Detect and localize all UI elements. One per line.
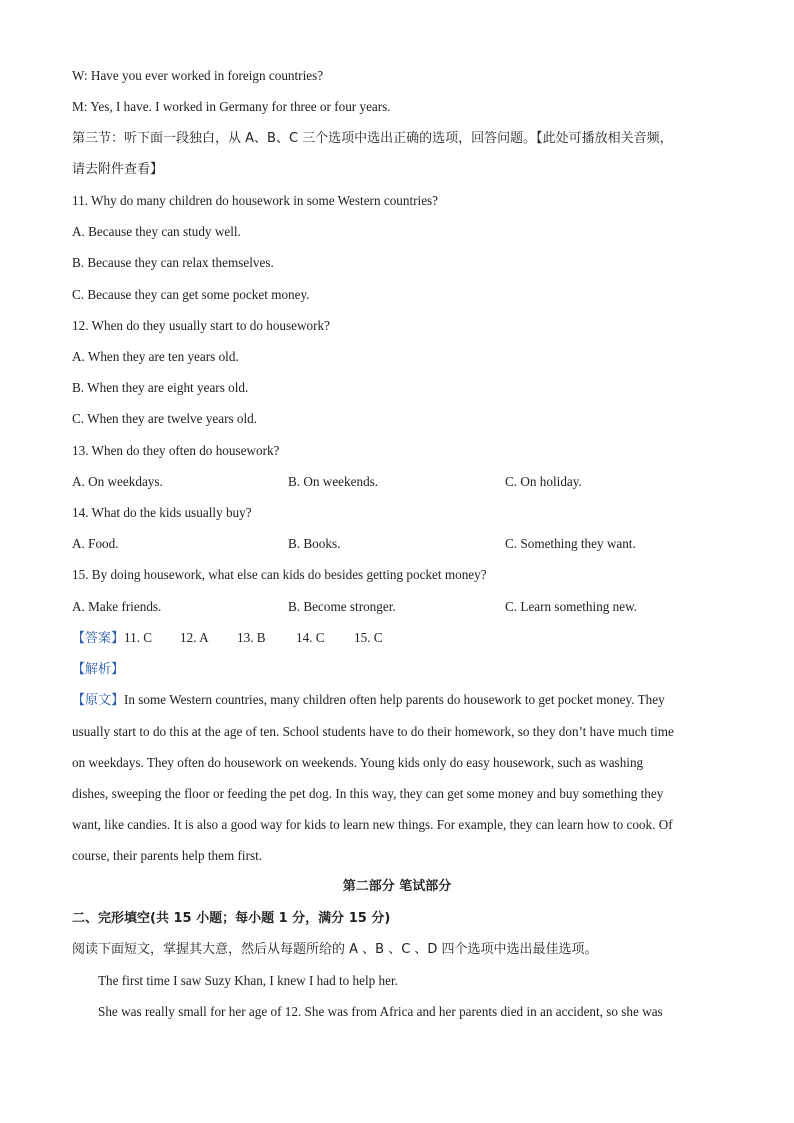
- q11-option-a: A. Because they can study well.: [72, 224, 241, 239]
- q15-option-b: B. Become stronger.: [288, 599, 396, 614]
- cloze-instruction: 阅读下面短文，掌握其大意，然后从每题所给的 A 、B 、C 、D 四个选项中选出最佳选项。: [72, 942, 598, 957]
- q12-option-a: A. When they are ten years old.: [72, 349, 239, 364]
- question-15: 15. By doing housework, what else can kids do besides getting pocket money?: [72, 567, 487, 582]
- answer-14: 14. C: [296, 630, 325, 645]
- q12-option-c: C. When they are twelve years old.: [72, 411, 258, 426]
- cloze-paragraph-1: The first time I saw Suzy Khan, I knew I had to help her.: [98, 973, 398, 988]
- q15-option-a: A. Make friends.: [72, 599, 162, 614]
- answer-11: 11. C: [124, 630, 153, 645]
- q11-option-c: C. Because they can get some pocket money.: [72, 287, 310, 302]
- original-line-6: course, their parents help them first.: [72, 848, 263, 863]
- analysis-label: 【解析】: [72, 662, 125, 677]
- original-line-4: dishes, sweeping the floor or feeding the pet dog. In this way, they can get some money and buy something they: [72, 786, 664, 801]
- q14-option-b: B. Books.: [288, 536, 341, 551]
- q11-option-b: B. Because they can relax themselves.: [72, 255, 274, 270]
- q13-option-b: B. On weekends.: [288, 474, 379, 489]
- q14-option-a: A. Food.: [72, 536, 119, 551]
- dialogue-line-m: M: Yes, I have. I worked in Germany for three or four years.: [72, 99, 391, 114]
- original-label: 【原文】: [72, 693, 125, 708]
- cloze-title: 二、完形填空(共 15 小题；每小题 1 分，满分 15 分): [72, 911, 391, 926]
- answer-15: 15. C: [354, 630, 383, 645]
- analysis-line: [72, 660, 124, 679]
- original-line-3: on weekdays. They often do housework on weekends. Young kids only do easy housework, such as washing: [72, 755, 644, 770]
- original-line-5: want, like candies. It is also a good way for kids to learn new things. For example, they can learn how to cook. Of: [72, 817, 673, 832]
- answer-13: 13. B: [237, 630, 266, 645]
- part2-title: 第二部分 笔试部分: [342, 879, 452, 894]
- question-11: 11. Why do many children do housework in some Western countries?: [72, 193, 439, 208]
- answer-line: [72, 629, 383, 648]
- cloze-paragraph-2: She was really small for her age of 12. She was from Africa and her parents died in an accident, so she was: [98, 1004, 663, 1019]
- question-14: 14. What do the kids usually buy?: [72, 505, 252, 520]
- question-13: 13. When do they often do housework?: [72, 443, 280, 458]
- original-line-1: [72, 691, 665, 710]
- original-text-1: In some Western countries, many children often help parents do housework to get pocket money. They: [124, 692, 665, 707]
- answer-12: 12. A: [180, 630, 209, 645]
- q13-option-c: C. On holiday.: [505, 474, 582, 489]
- dialogue-line-w: W: Have you ever worked in foreign countries?: [72, 68, 324, 83]
- section3-instruction: 第三节：听下面一段独白，从 A、B、C 三个选项中选出正确的选项，回答问题。【此处可播放相关音频，: [72, 131, 673, 146]
- q15-option-c: C. Learn something new.: [505, 599, 638, 614]
- original-line-2: usually start to do this at the age of ten. School students have to do their homework, so they don’t have much time: [72, 724, 674, 739]
- section3-instruction-cont: 请去附件查看】: [72, 162, 164, 177]
- q12-option-b: B. When they are eight years old.: [72, 380, 249, 395]
- answer-label: 【答案】: [72, 631, 125, 646]
- q14-option-c: C. Something they want.: [505, 536, 636, 551]
- q13-option-a: A. On weekdays.: [72, 474, 163, 489]
- question-12: 12. When do they usually start to do housework?: [72, 318, 330, 333]
